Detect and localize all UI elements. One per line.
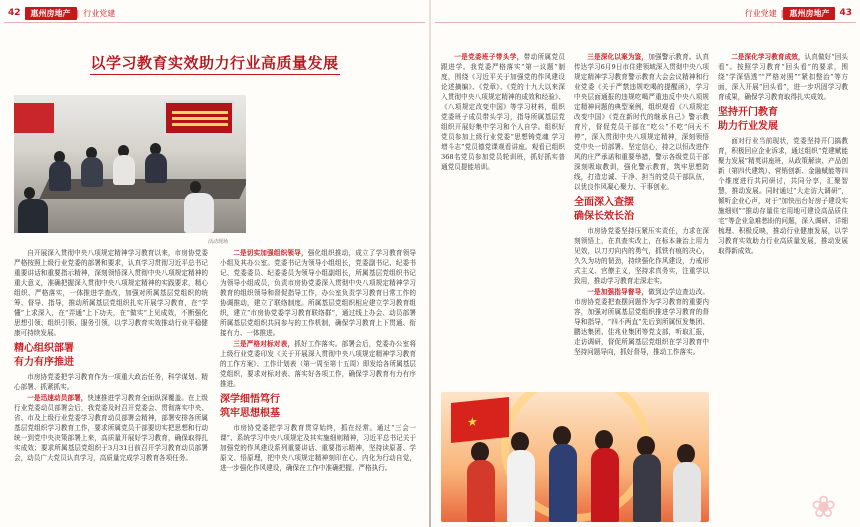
paragraph: 市房协党委坚持压紧压实责任，力求在深刻领悟上，在真查实改上，在标本兼治上用力见效，以刀刃向内的勇气，抓铁有痕的决心，久久为功的韧劲，持续强化作风建设，力戒形式主义、官僚主义，坚持求真务实，注重学以致用，推动学习教育走深走实。 xyxy=(574,227,709,286)
photo-caption: 活动现场 xyxy=(208,239,229,245)
paragraph: 二是切实加强组织领导，强化组织推动，成立了学习教育领导小组及其办公室。党委书记为领导小组组长，党委副书记、纪委书记、党委委员、纪委委员为领导小组副组长，所属基层党组织书记为领导小组成员，负责市房协党委深入贯彻中央八项规定精神学习教育的组织领导和督促指导工作，办公室负责学习教育日常工作的协调推动，建立了联络制度。所属基层党组织相应建立学习教育组织，建立“市房协党委学习教育联络群”，通过线上办会、动员部署所属基层党组织共同参与的工作机制，确保学习教育上下贯通、衔接有力、一体推进。 xyxy=(220,249,417,338)
attendee xyxy=(184,193,214,233)
paragraph: 面对行业当前现状，党委坚持开门搞教育，积极回应企业诉求，通过组织“党建赋能 聚力发展”精英讲座班，从政策解读、产品创新（第四代建筑）、营销创新、金融赋能等四个维度进行共同研讨，共同分享，汇聚智慧，推动发展。同时通过“大走访大调研”，倾听企业心声，对于“加快出台好房子建设实施细则”“推动存量住宅用地可建设高品质住宅”等企业急难愁盼的问题，深入调研、详细梳理、积极反映，推动行业健康发展，以学习教育实效助力行业高质量发展，推动发展取得新成效。 xyxy=(718,137,848,256)
figure xyxy=(549,444,577,522)
figure xyxy=(673,462,701,522)
article-title: 以学习教育实效助力行业高质量发展 xyxy=(90,54,339,72)
right-page xyxy=(431,0,860,527)
left-page xyxy=(0,0,429,527)
section-heading: 深学细悟笃行 筑牢思想根基 xyxy=(220,394,280,419)
magazine-brand: 惠州房地产 xyxy=(25,7,77,20)
title-underline xyxy=(90,74,340,75)
lead-paragraph: 自开展深入贯彻中央八项规定精神学习教育以来，市房协党委严格按照上级行业党委的部署和要求，认真学习贯彻习近平总书记重要讲话和重要指示精神，深刻领悟深入贯彻中央八项规定精神的重大意义，准确把握深入贯彻中央八项规定精神的实践要求，精心组织、严格落实，一体推进学查改，加强对所属基层党组织的统筹、督导、指导，推动所属基层党组织扎实开展学习教育，在“学懂”上求深入，在“弄通”上下功夫，在“做实”上见成效，不断强化思想引领、组织引领、服务引领，以学习教育实效推动行业平稳健康可持续发展。 xyxy=(14,249,208,338)
right-page-header: 行业党建 | 惠州房地产 43 xyxy=(741,6,856,20)
left-column-2 xyxy=(220,248,416,474)
party-flag xyxy=(451,397,509,443)
paragraph: 三是严格对标对表，抓好工作落实。部署会后，党委办公室将上级行业党委印发《关于开展深入贯彻中央八项规定精神学习教育的工作方案》、工作计划表（第一周至第十五周）即发给各所属基层党组织，要求对标对表、落实好各项工作，确保学习教育有力有序推进。 xyxy=(220,340,417,389)
figure xyxy=(591,448,619,522)
projection-screen xyxy=(164,101,234,135)
page-number: 43 xyxy=(839,8,852,18)
right-column-3 xyxy=(718,52,848,257)
attendee xyxy=(49,161,71,191)
header-rule xyxy=(4,22,425,23)
red-banner xyxy=(14,103,54,133)
right-column-1 xyxy=(441,52,565,173)
paragraph: 市房协党委把学习教育作为一项重大政治任务，科学谋划、精心部署、抓紧抓实。 xyxy=(14,373,208,392)
page-number: 42 xyxy=(8,8,21,18)
section-label: 行业党建 xyxy=(744,8,777,18)
paragraph: 二是深化学习教育成效，认真做好“回头看”。按照学习教育“回头看”的要求，围绕“学深悟透”“严格对照”“紧扣整治”等方面，深入开展“回头看”，进一步巩固学习教育成果，确保学习教育取得扎实成效。 xyxy=(718,53,849,102)
section-heading: 精心组织部署 有力有序推进 xyxy=(14,343,74,368)
paragraph: 一是迅速动员部署，快速推进学习教育全面纵深覆盖。在上级行业党委动员部署会后，我党委及时召开党委会、贯彻落实中央、省、市及上级行业党委学习教育动员部署会精神，部署安排各所属基层党组织学习教育工作，要求所属党员干部要切实把思想和行动统一到党中央决策部署上来，高质量开展好学习教育，确保取得扎实成效；要求所属基层党组织于3月31日前召开学习教育动员部署会，动员广大党员认真学习，高质量完成学习教育各项任务。 xyxy=(14,394,209,463)
figure xyxy=(633,454,661,522)
paragraph: 一是党委班子带头学，带动所属党员跟进学。我党委严格落实“第一议题”制度，围绕《习近平关于加强党的作风建设论述摘编》、《党章》、《党的十九大以来深入贯彻中央八项规定精神的成效和经验》、《八项规定改变中国》等学习材料，组织党委班子成员带头学习，指导所属基层党组织开展好集中学习和个人自学。组织好党员参加上级行业党委“思想铸党魂 学习增斗志”党员德党课观看讲座。观看已组织368名党员参加党员轮训班，抓好抓实普通党员提能培训。 xyxy=(441,53,566,172)
paragraph: 一是加强指导督导，做到边学边查边改。市房协党委把查摆问题作为学习教育的重要内容，加强对所属基层党组织推进学习教育的督导和指导，“四不两直”先后到所属恒发集团、鹏达集团、佳兆业集团等党支部，听取汇报，走访调研，督促所属基层党组织在学习教育中坚持问题导向，抓好督导，推动工作落实。 xyxy=(574,288,710,357)
attendee xyxy=(113,155,135,185)
left-column-1 xyxy=(14,248,208,464)
header-rule xyxy=(435,22,856,23)
star-icon: ★ xyxy=(467,414,478,430)
meeting-photo xyxy=(14,95,246,233)
section-label: 行业党建 xyxy=(83,8,116,18)
decorative-flower-icon: ❀ xyxy=(811,490,837,525)
paragraph: 三是深化以案为鉴，加强警示教育。认真传达学习6月9日市住建领域深入贯彻中央八项规定精神学习教育警示教育大会会议精神和行业党委《关于严禁违规吃喝的提醒函》，学习中央层面通报的违规吃喝严重违反中央八项规定精神问题的典型案例，组织观看《八项规定改变中国》《党在新时代的继承自己》警示教育片，督促党员干部在“吃公”不吃“问天不停”，深入贯彻中央八项规定精神，深刻领悟党中央一切部署、坚定信心，持之以恒改进作风的庄严承诺和重要举措，警示各级党员干部深刻吸取教训，强化警示教育，筑牢思想防线，打造忠诚、干净、担当的党员干部队伍，以优良作风凝心聚力、干事创业。 xyxy=(574,53,710,192)
left-page-header: 42 惠州房地产 | 行业党建 xyxy=(4,6,119,20)
attendee xyxy=(145,153,167,183)
figure xyxy=(507,450,535,522)
attendee xyxy=(81,157,103,187)
magazine-brand: 惠州房地产 xyxy=(783,7,835,20)
illustration xyxy=(441,392,709,522)
section-heading: 全面深入查摆 确保长效长治 xyxy=(574,197,634,222)
figure xyxy=(467,460,495,522)
attendee xyxy=(18,199,48,233)
right-column-2 xyxy=(574,52,709,358)
section-heading: 坚持开门教育 助力行业发展 xyxy=(718,107,778,132)
paragraph: 市房协党委把学习教育贯穿始终，抓在经常。通过“三会一课”、系统学习中央八项规定及其实施细则精神，习近平总书记关于加强党的作风建设系列重要讲话、重要指示精神，坚持读原著、学原文、悟原理，把中央八项规定精神刻印在心、内化为行动自觉，进一步强化作风建设，确保在工作中准确把握、严格执行。 xyxy=(220,424,416,473)
